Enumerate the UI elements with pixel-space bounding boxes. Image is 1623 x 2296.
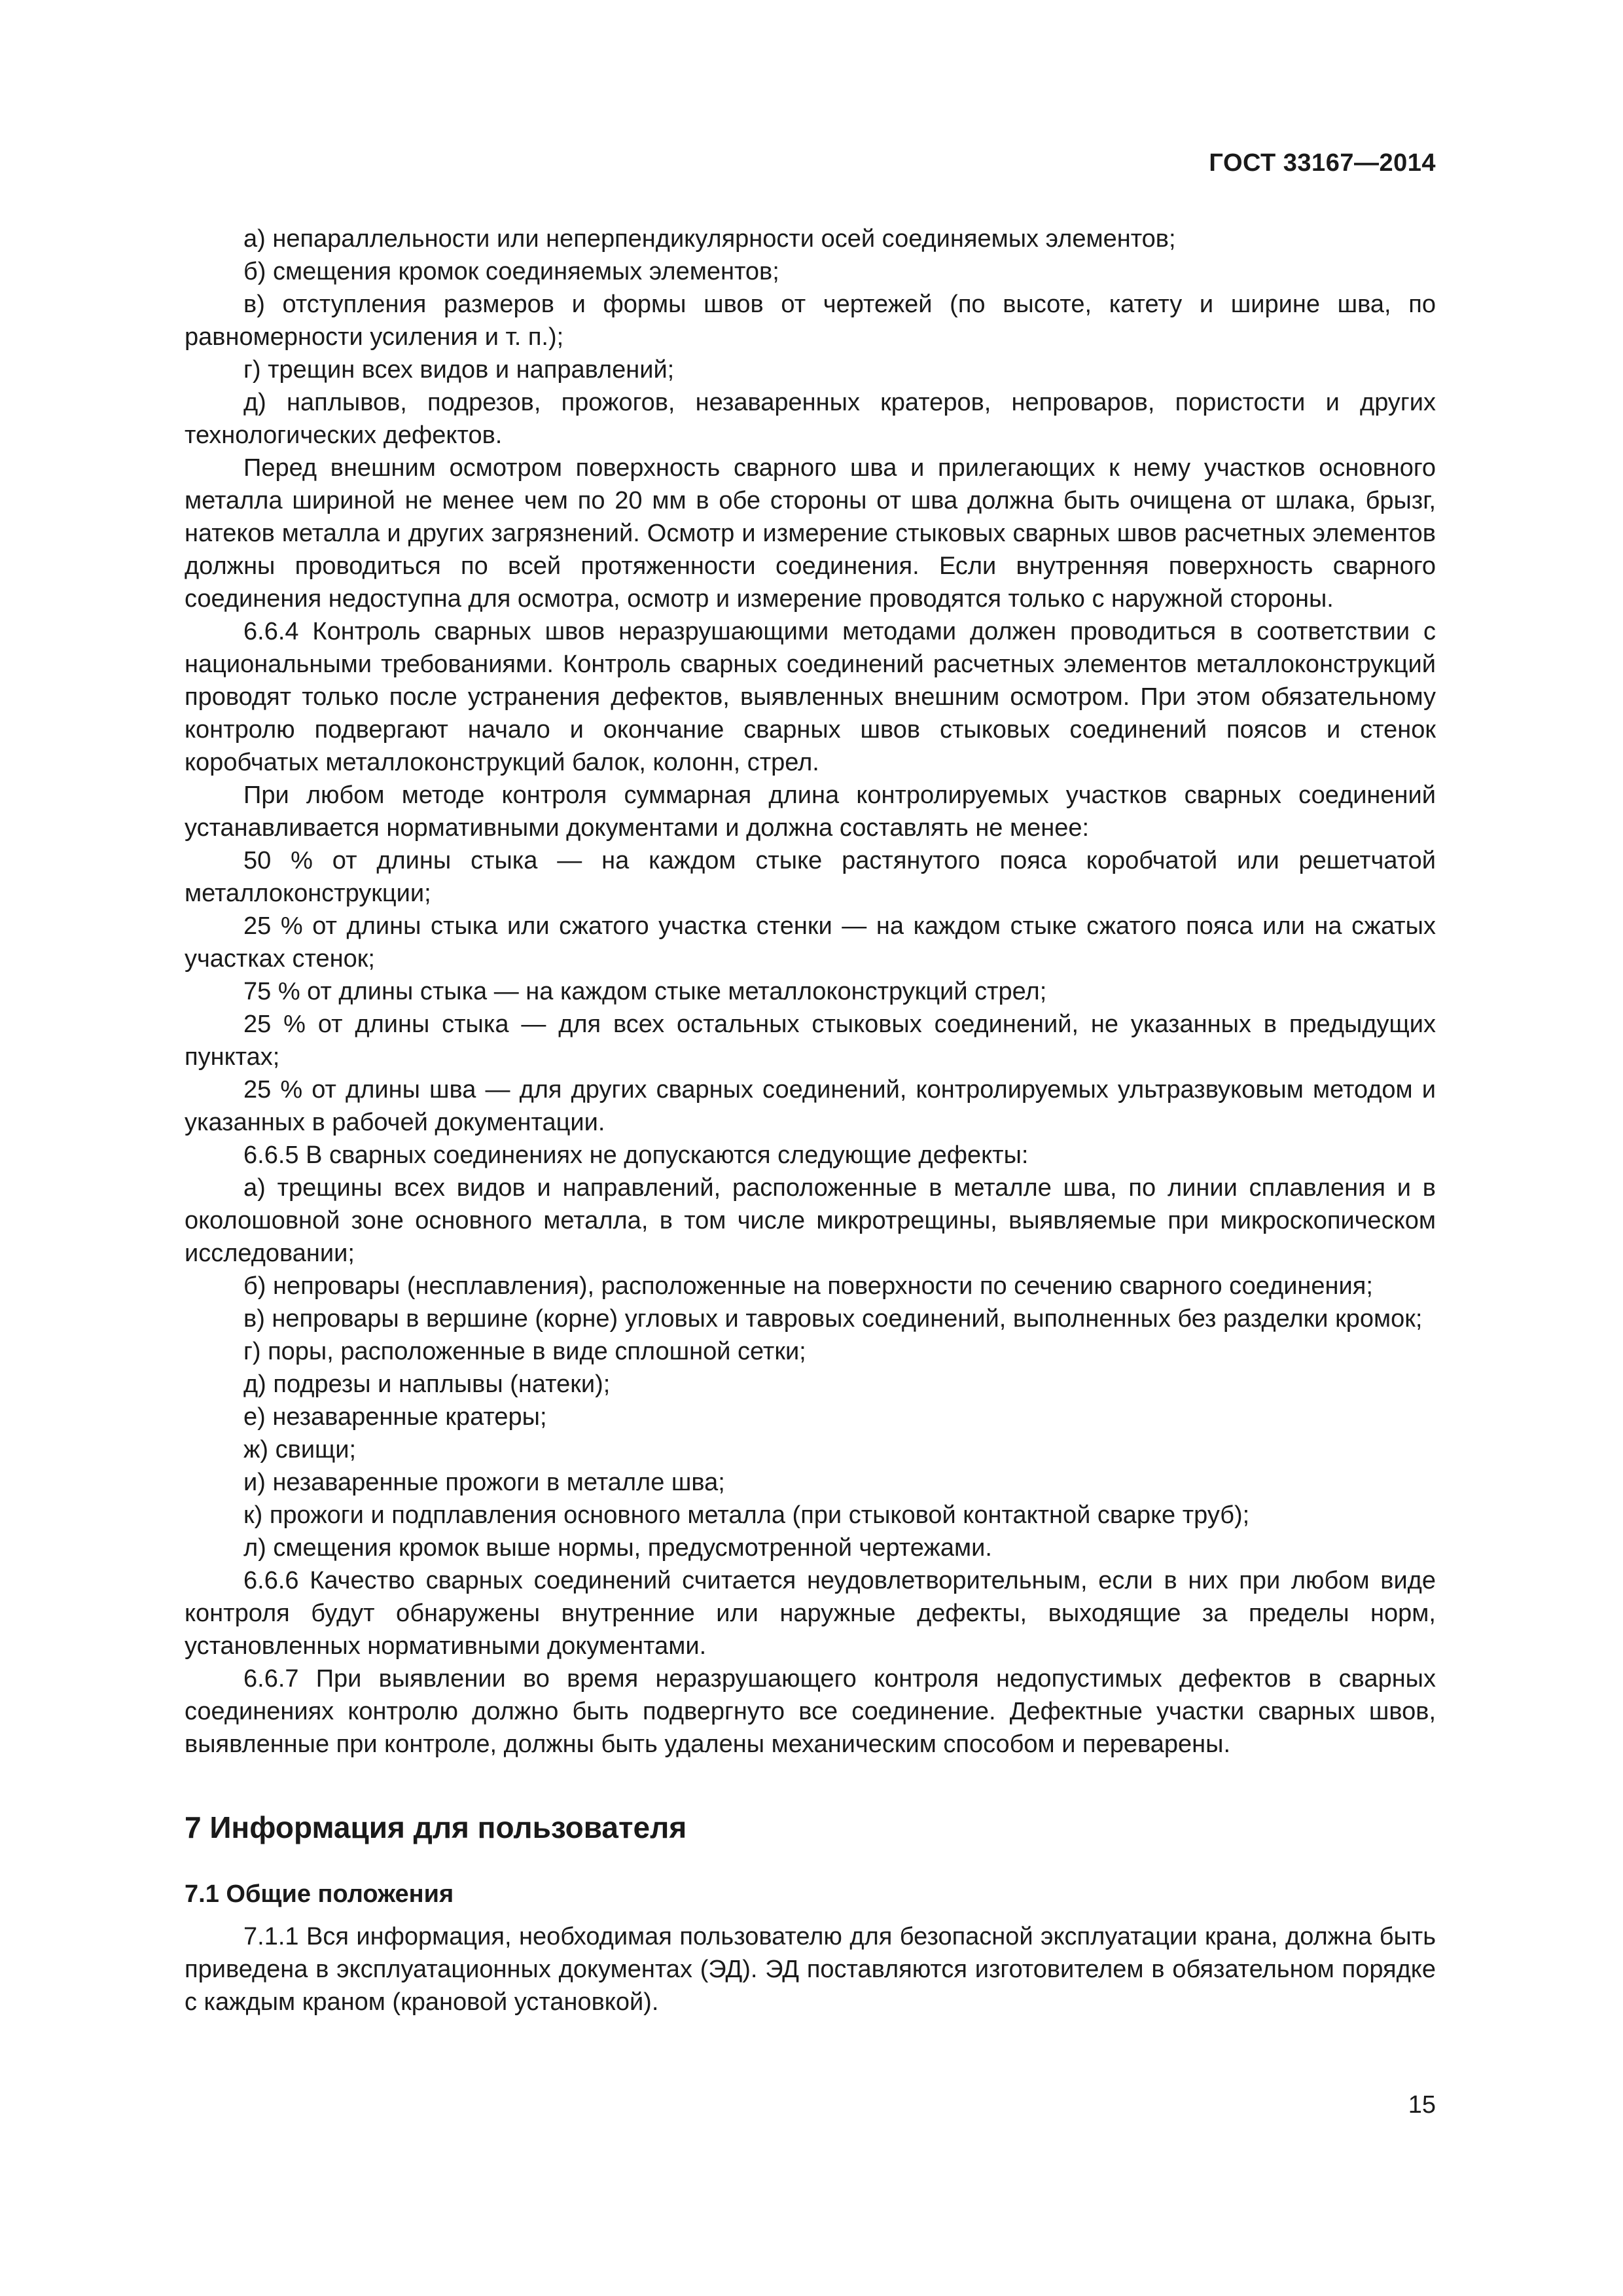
paragraph: 7.1.1 Вся информация, необходимая пользователю для безопасной эксплуатации крана, должна быть приведена в эксплуатационных документах (ЭД). ЭД поставляются изготовителем в обязательном порядке с каждым краном (крановой установкой). [185,1923,1436,2016]
paragraph: При любом методе контроля суммарная длина контролируемых участков сварных соединений устанавливается нормативными документами и должна составлять не менее: [185,781,1436,842]
page-body [185,223,1436,2018]
section-heading: 7 Информация для пользователя [185,1810,687,1844]
paragraph: 75 % от длины стыка — на каждом стыке металлоконструкций стрел; [243,978,1047,1005]
subsection-heading: 7.1 Общие положения [185,1880,454,1908]
paragraph: ж) свищи; [243,1436,357,1463]
paragraph: Перед внешним осмотром поверхность сварного шва и прилегающих к нему участков основного металла шириной не менее чем по 20 мм в обе стороны от шва должна быть очищена от шлака, брызг, натеков металла и других загрязнений. Осмотр и измерение стыковых сварных швов расчетных элементов должны проводиться по всей протяженности соединения. Если внутренняя поверхность сварного соединения недоступна для осмотра, осмотр и измерение проводятся только с наружной стороны. [185,454,1436,613]
paragraph: 25 % от длины стыка — для всех остальных стыковых соединений, не указанных в предыдущих пунктах; [185,1011,1436,1071]
paragraph: в) отступления размеров и формы швов от чертежей (по высоте, катету и ширине шва, по равномерности усиления и т. п.); [185,291,1436,351]
paragraph: г) трещин всех видов и направлений; [243,356,675,384]
paragraph: а) трещины всех видов и направлений, расположенные в металле шва, по линии сплавления и в околошовной зоне основного металла, в том числе микротрещины, выявляемые при микроскопическом исследовании; [185,1174,1436,1267]
paragraph: к) прожоги и подплавления основного металла (при стыковой контактной сварке труб); [243,1501,1250,1529]
paragraph: д) наплывов, подрезов, прожогов, незаваренных кратеров, непроваров, пористости и других технологических дефектов. [185,389,1436,449]
paragraph: 6.6.6 Качество сварных соединений считается неудовлетворительным, если в них при любом виде контроля будут обнаружены внутренние или наружные дефекты, выходящие за пределы норм, установленных нормативными документами. [185,1567,1436,1660]
paragraph: в) непровары в вершине (корне) угловых и тавровых соединений, выполненных без разделки кромок; [243,1305,1423,1333]
paragraph: а) непараллельности или неперпендикулярности осей соединяемых элементов; [243,225,1176,253]
paragraph: д) подрезы и наплывы (натеки); [243,1371,611,1398]
paragraph: и) незаваренные прожоги в металле шва; [243,1469,725,1496]
page-number: 15 [1408,2091,1436,2119]
paragraph: 6.6.4 Контроль сварных швов неразрушающими методами должен проводиться в соответствии с национальными требованиями. Контроль сварных соединений расчетных элементов металлоконструкций проводят только после устранения дефектов, выявленных внешним осмотром. При этом обязательному контролю подвергают начало и окончание сварных швов стыковых соединений поясов и стенок коробчатых металлоконструкций балок, колонн, стрел. [185,618,1436,776]
paragraph: г) поры, расположенные в виде сплошной сетки; [243,1338,806,1365]
paragraph: л) смещения кромок выше нормы, предусмотренной чертежами. [243,1534,992,1562]
paragraph: 50 % от длины стыка — на каждом стыке растянутого пояса коробчатой или решетчатой металлоконструкции; [185,847,1436,907]
paragraph: 6.6.5 В сварных соединениях не допускаются следующие дефекты: [243,1141,1029,1169]
paragraph: 6.6.7 При выявлении во время неразрушающего контроля недопустимых дефектов в сварных соединениях контролю должно быть подвергнуто все соединение. Дефектные участки сварных швов, выявленные при контроле, должны быть удалены механическим способом и переварены. [185,1665,1436,1758]
paragraph: 25 % от длины шва — для других сварных соединений, контролируемых ультразвуковым методом и указанных в рабочей документации. [185,1076,1436,1136]
document-code: ГОСТ 33167—2014 [1209,149,1436,177]
paragraph: е) незаваренные кратеры; [243,1403,547,1431]
paragraph: б) непровары (несплавления), расположенные на поверхности по сечению сварного соединения; [243,1272,1373,1300]
paragraph: б) смещения кромок соединяемых элементов; [243,258,779,285]
paragraph: 25 % от длины стыка или сжатого участка стенки — на каждом стыке сжатого пояса или на сжатых участках стенок; [185,912,1436,973]
